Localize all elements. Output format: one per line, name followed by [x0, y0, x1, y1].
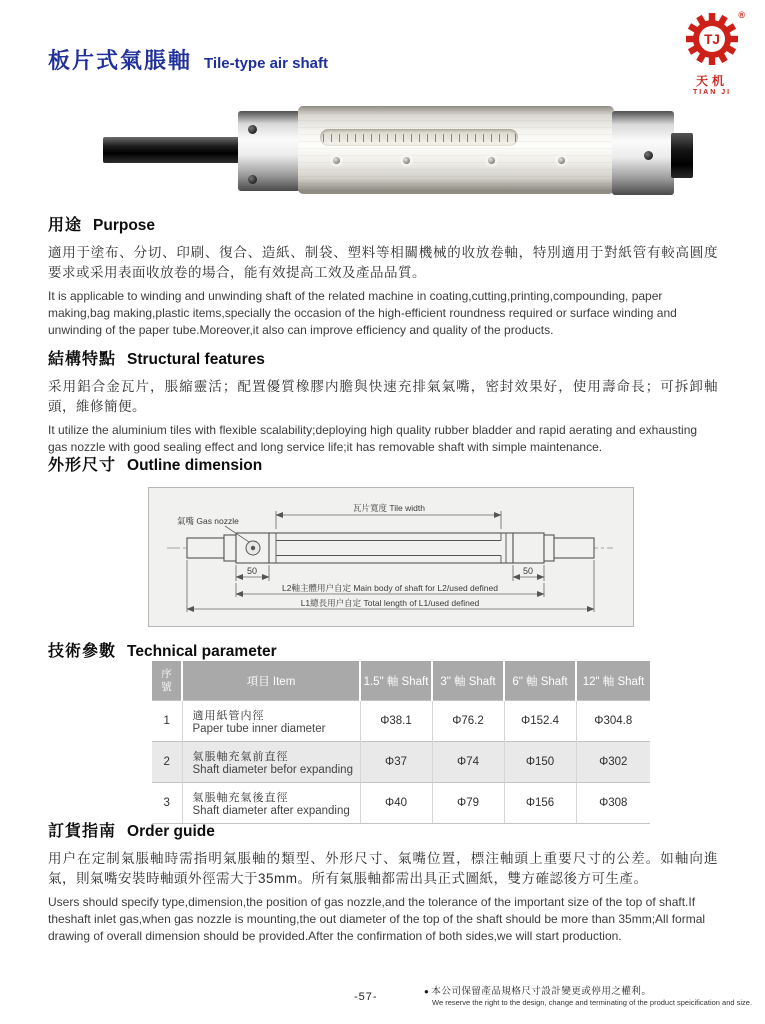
row-item-en: Paper tube inner diameter [192, 723, 326, 735]
photo-screw [644, 151, 653, 160]
tile-width-label: 瓦片寬度 Tile width [353, 503, 425, 513]
photo-screw [248, 125, 257, 134]
param-value-cell: Φ79 [432, 783, 504, 824]
param-value-cell: Φ156 [504, 783, 576, 824]
col-shaft-3-header: 6" 軸 Shaft [504, 661, 576, 701]
page-title-zh: 板片式氣脹軸 [48, 48, 193, 73]
order-heading-en: Order guide [127, 823, 215, 840]
parameters-heading-en: Technical parameter [127, 643, 277, 660]
purpose-body-en: It is applicable to winding and unwinding shaft of the related machine in coating,cutting,printing,compounding, paper making,bag making,plastic items,specially the occasion of the high-efficient roundness required or surface winding and unwinding of the paper tube.Moreover,it also can improve efficiency and quality of the products. [48, 288, 677, 337]
dim-50-left: 50 [246, 566, 258, 576]
photo-ruler-strip [320, 129, 518, 146]
l1-label: L1總長用户自定 Total length of L1/used defined [300, 598, 480, 608]
product-photo [100, 103, 700, 198]
row-number: 2 [152, 742, 182, 783]
section-features [48, 346, 718, 456]
main-body [269, 533, 513, 563]
outline-dimension-diagram [148, 487, 634, 627]
outline-heading [48, 452, 718, 475]
row-item-zh: 氣脹軸充氣後直徑 [192, 792, 289, 804]
page-number: -57- [354, 991, 378, 1003]
col-index-header [152, 661, 182, 701]
right-journal [554, 538, 594, 558]
order-heading [48, 818, 718, 841]
logo-monogram: TJ [704, 32, 720, 47]
param-value-cell: Φ40 [360, 783, 432, 824]
param-value-cell: Φ37 [360, 742, 432, 783]
features-heading-en: Structural features [127, 351, 265, 368]
section-parameters [48, 638, 718, 661]
order-body-zh: 用户在定制氣脹軸時需指明氣脹軸的類型、外形尺寸、氣嘴位置，標注軸頭上重要尺寸的公差。如軸向進氣，則氣嘴安裝時軸頭外徑需大于35mm。所有氣脹軸都需出具正式圖紙，雙方確認後方可生產。 [48, 851, 718, 886]
logo-name-zh: 天机 [695, 74, 728, 88]
footer-note-zh [424, 983, 754, 997]
footer-note-en: We reserve the right to the design, change and terminating of the product speicification and size. [432, 998, 753, 1007]
section-purpose [48, 212, 718, 339]
page-title-en: Tile-type air shaft [204, 55, 328, 72]
features-heading [48, 346, 718, 369]
features-body-zh: 采用鋁合金瓦片，脹縮靈活；配置優質橡膠内膽與快速充排氣氣嘴，密封效果好，使用壽命長；可拆卸軸頭，維修簡便。 [48, 379, 718, 414]
left-journal [187, 538, 224, 558]
photo-shaft-body [298, 106, 614, 194]
logo-name-en: TIAN JI [692, 89, 732, 96]
row-item-zh: 氣脹軸充氣前直徑 [192, 751, 289, 763]
bullet-icon: ● [424, 987, 430, 996]
photo-left-journal [103, 137, 241, 163]
technical-parameter-table [152, 661, 650, 824]
dim-50-right: 50 [522, 566, 534, 576]
photo-screw [488, 157, 495, 164]
row-number: 3 [152, 783, 182, 824]
photo-screw [248, 175, 257, 184]
param-value-cell: Φ38.1 [360, 701, 432, 742]
purpose-heading [48, 212, 718, 235]
photo-screw [333, 157, 340, 164]
left-step [224, 535, 236, 561]
section-order-guide [48, 818, 718, 945]
row-item [182, 742, 360, 783]
param-value-cell: Φ304.8 [576, 701, 650, 742]
order-body-en: Users should specify type,dimension,the position of gas nozzle,and the tolerance of the important size of the top of shaft.If theshaft inlet gas,when gas nozzle is mounting,the out diameter of the top of the shaft should be more than 35mm;All formal drawing of overall dimension should be provided.After the confirmation of both sides,we will start production. [48, 894, 706, 943]
order-heading-zh: 訂貨指南 [48, 823, 117, 840]
registered-mark: ® [738, 10, 745, 20]
row-item-en: Shaft diameter befor expanding [192, 764, 353, 776]
col-shaft-1-header: 1.5" 軸 Shaft [360, 661, 432, 701]
features-body-en: It utilize the aluminium tiles with flexible scalability;deploying high quality rubber bladder and rapid aerating and exhausting gas nozzle with good sealing effect and long service life;it has removable shaft with simple maintenance. [48, 422, 698, 454]
param-value-cell: Φ152.4 [504, 701, 576, 742]
gas-nozzle-label: 氣嘴 Gas nozzle [177, 516, 239, 526]
gas-nozzle-center [251, 546, 255, 550]
company-logo [677, 12, 747, 96]
right-step [544, 535, 554, 561]
purpose-heading-zh: 用途 [48, 217, 83, 234]
gear-icon [685, 12, 739, 66]
col-index-line1: 序 [161, 668, 172, 681]
features-heading-zh: 結構特點 [48, 351, 117, 368]
row-item-zh: 適用紙管内徑 [192, 710, 265, 722]
l2-label: L2軸主體用户自定 Main body of shaft for L2/used defined [282, 583, 498, 593]
outline-heading-en: Outline dimension [127, 457, 263, 474]
shaft-drawing [149, 488, 633, 626]
col-shaft-4-header: 12" 軸 Shaft [576, 661, 650, 701]
param-value-cell: Φ308 [576, 783, 650, 824]
photo-screw [558, 157, 565, 164]
table-row [152, 701, 650, 742]
table-row [152, 742, 650, 783]
col-item-header: 項目 Item [182, 661, 360, 701]
photo-screw [403, 157, 410, 164]
row-number: 1 [152, 701, 182, 742]
table-header-row [152, 661, 650, 701]
param-value-cell: Φ74 [432, 742, 504, 783]
parameters-heading [48, 638, 718, 661]
photo-right-nub [671, 133, 693, 178]
photo-right-collar [612, 111, 674, 195]
footer-note [424, 983, 754, 1007]
right-head [513, 533, 544, 563]
row-item [182, 701, 360, 742]
parameters-heading-zh: 技術參數 [48, 643, 117, 660]
param-value-cell: Φ302 [576, 742, 650, 783]
page-title [48, 44, 328, 75]
param-value-cell: Φ150 [504, 742, 576, 783]
purpose-heading-en: Purpose [93, 217, 156, 234]
purpose-body-zh: 適用于塗布、分切、印刷、復合、造紙、制袋、塑料等相關機械的收放卷軸，特別適用于對紙管有較高圓度要求或采用表面收放卷的場合，能有效提高工效及產品品質。 [48, 245, 718, 280]
param-value-cell: Φ76.2 [432, 701, 504, 742]
col-shaft-2-header: 3" 軸 Shaft [432, 661, 504, 701]
col-index-line2: 號 [161, 680, 172, 693]
footer-note-zh-text: 本公司保留產品規格尺寸設計變更或停用之權利。 [431, 986, 652, 997]
row-item-en: Shaft diameter after expanding [192, 805, 350, 817]
section-outline [48, 452, 718, 475]
outline-heading-zh: 外形尺寸 [48, 457, 117, 474]
